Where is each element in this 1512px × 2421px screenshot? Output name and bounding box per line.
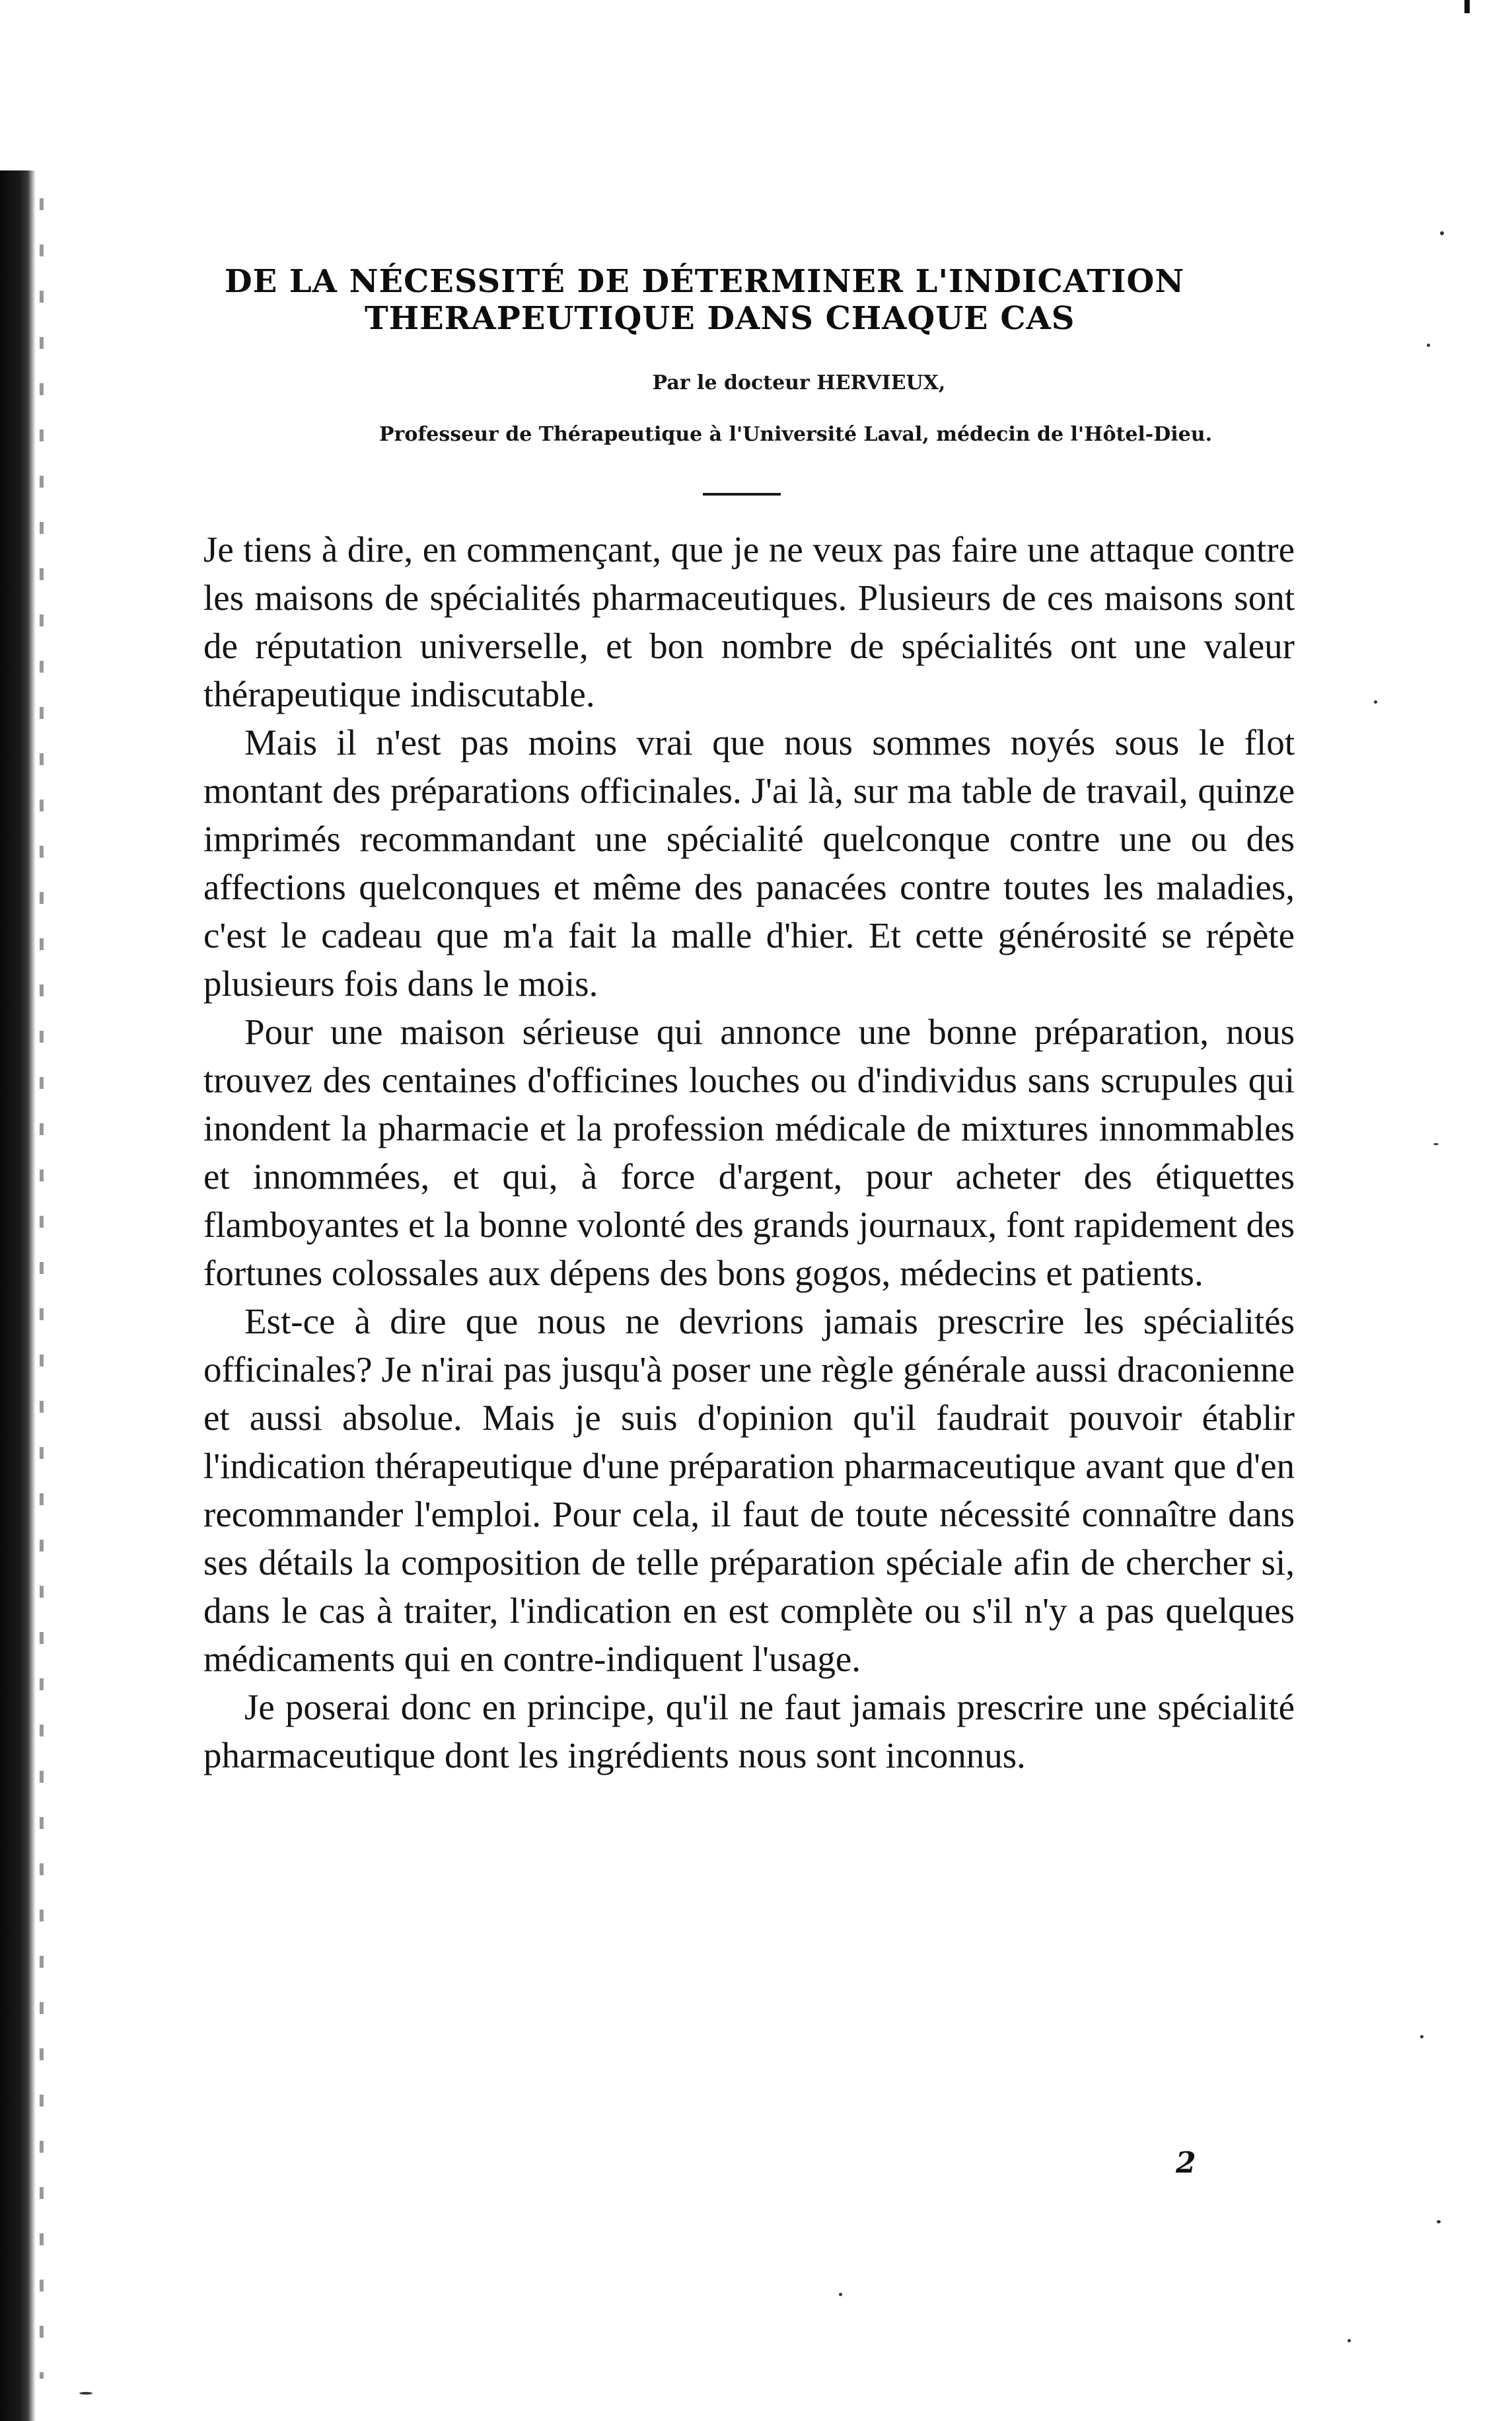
binding-edge-marks	[40, 198, 44, 2379]
paragraph-1: Je tiens à dire, en commençant, que je ne veux pas faire une attaque contre les maisons de spécialités pharmaceutiques. Plusieurs de ces maisons sont de réputation universelle, et bon nombre de spécialités ont une valeur thérapeutique indiscutable.	[203, 529, 1295, 714]
scan-speck	[1374, 700, 1377, 704]
scan-speck	[1348, 2339, 1351, 2342]
paragraph-5: Je poserai donc en principe, qu'il ne faut jamais prescrire une spécialité pharmaceutique dont les ingrédients nous sont inconnus.	[203, 1687, 1295, 1775]
corner-mark	[1464, 0, 1470, 13]
paragraph-2: Mais il n'est pas moins vrai que nous sommes noyés sous le flot montant des préparations officinales. J'ai là, sur ma table de travail, quinze imprimés recommandant une spécialité quelconque contre une ou des affections quelconques et même des panacées contre toutes les maladies, c'est le cadeau que m'a fait la malle d'hier. Et cette générosité se répète plusieurs fois dans le mois.	[203, 722, 1295, 1004]
author-line: Par le docteur HERVIEUX,	[652, 371, 946, 394]
article-title	[225, 263, 1308, 337]
scan-speck	[79, 2392, 92, 2395]
article-title-line-1: DE LA NÉCESSITÉ DE DÉTERMINER L'INDICATION	[225, 263, 1185, 300]
separator-rule	[703, 493, 781, 496]
article-title-line-2: THERAPEUTIQUE DANS CHAQUE CAS	[365, 300, 1075, 337]
paragraph-4: Est-ce à dire que nous ne devrions jamais prescrire les spécialités officinales? Je n'irai pas jusqu'à poser une règle générale aussi draconienne et aussi absolue. Mais je suis d'opinion qu'il faudrait pouvoir établir l'indication thérapeutique d'une préparation pharmaceutique avant que d'en recommander l'emploi. Pour cela, il faut de toute nécessité connaître dans ses détails la composition de telle préparation spéciale afin de chercher si, dans le cas à traiter, l'indication en est complète ou s'il n'y a pas quelques médicaments qui en contre-indiquent l'usage.	[203, 1301, 1295, 1679]
scan-speck	[1433, 1143, 1439, 1145]
scan-speck	[1420, 2035, 1423, 2038]
author-affiliation: Professeur de Thérapeutique à l'Université Laval, médecin de l'Hôtel-Dieu.	[378, 423, 1213, 446]
binding-edge-shadow	[0, 170, 36, 2421]
scan-speck	[1437, 2220, 1441, 2223]
paragraph-3: Pour une maison sérieuse qui annonce une bonne préparation, nous trouvez des centaines d'officines louches ou d'individus sans scrupules qui inondent la pharmacie et la profession médicale de mixtures innommables et innommées, et qui, à force d'argent, pour acheter des étiquettes flamboyantes et la bonne volonté des grands journaux, font rapidement des fortunes colossales aux dépens des bons gogos, médecins et patients.	[203, 1012, 1295, 1293]
scan-speck	[839, 2293, 842, 2296]
scan-speck	[1440, 231, 1444, 235]
page-number: 2	[1176, 2146, 1196, 2180]
article-body	[203, 525, 1295, 1779]
scan-speck	[1427, 344, 1430, 347]
